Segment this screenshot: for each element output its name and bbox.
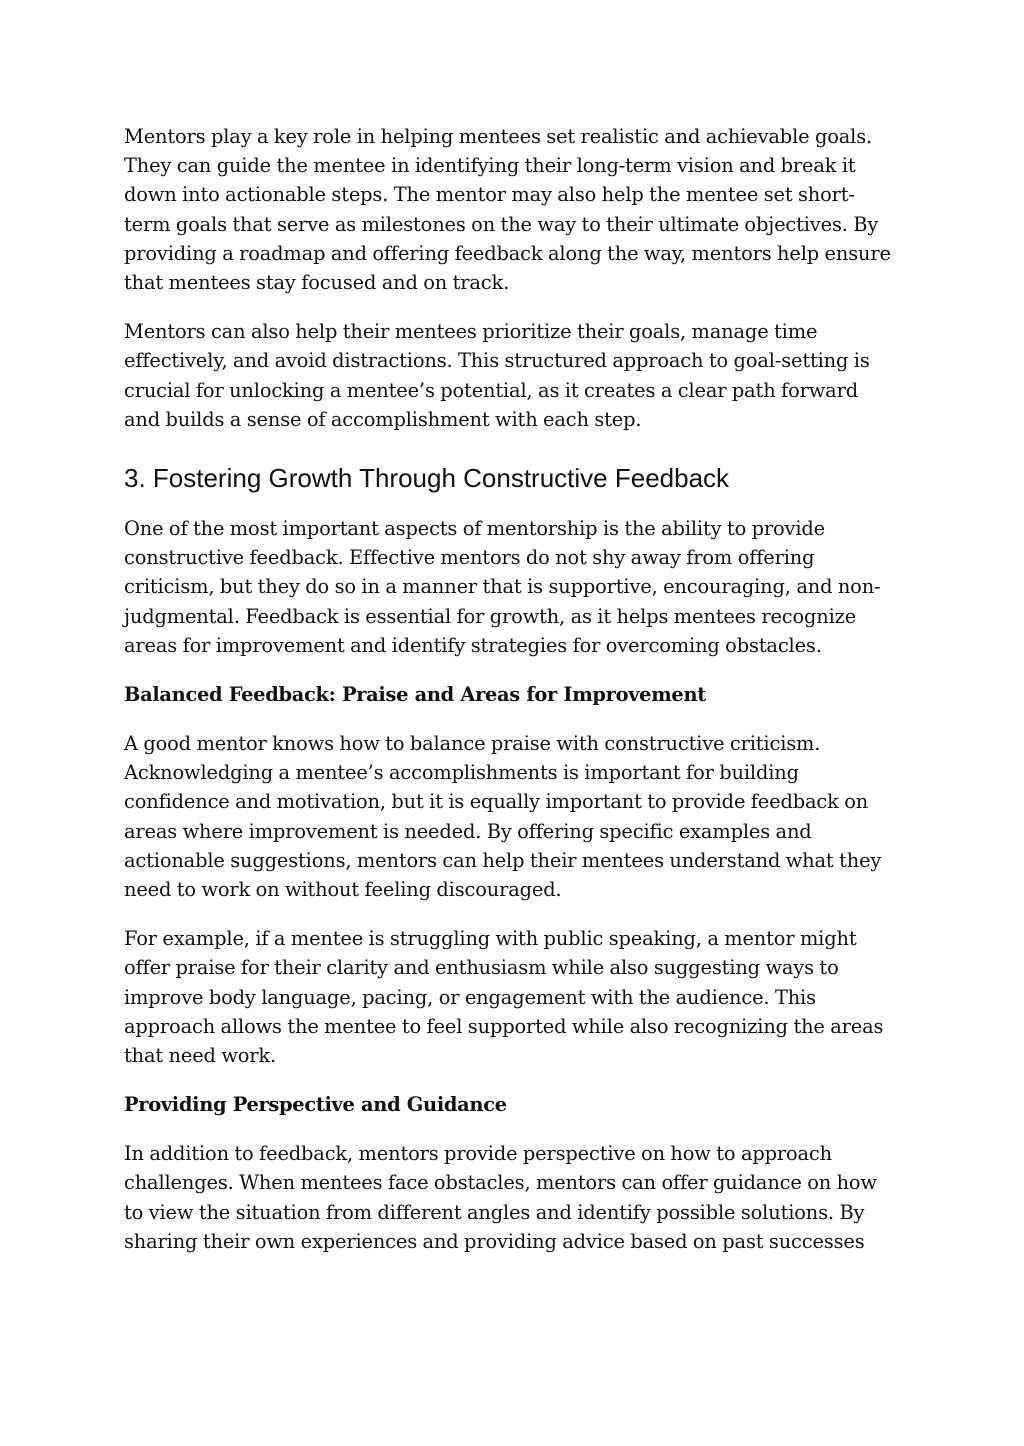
- section-heading: 3. Fostering Growth Through Constructive Feedback: [124, 463, 730, 494]
- paragraph-goal-setting: Mentors play a key role in helping mentees set realistic and achievable goals. They can guide the mentee in identifying their long-term vision and break it down into actionable steps. The mentor may also help the mentee set short-term goals that serve as milestones on the way to their ultimate objectives. By providing a roadmap and offering feedback along the way, mentors help ensure that mentees stay focused and on track.: [124, 125, 891, 295]
- paragraph-prioritize-goals: Mentors can also help their mentees prioritize their goals, manage time effectively, and avoid distractions. This structured approach to goal-setting is crucial for unlocking a mentee’s potential, as it creates a clear path forward and builds a sense of accomplishment with each step.: [124, 320, 870, 431]
- subheading-balanced-feedback: Balanced Feedback: Praise and Areas for Improvement: [124, 683, 706, 707]
- document-page: [124, 122, 894, 1276]
- paragraph-balance-praise: A good mentor knows how to balance praise with constructive criticism. Acknowledging a mentee’s accomplishments is important for building confidence and motivation, but it is equally important to provide feedback on areas where improvement is needed. By offering specific examples and actionable suggestions, mentors can help their mentees understand what they need to work on without feeling discouraged.: [124, 732, 882, 902]
- paragraph-perspective: In addition to feedback, mentors provide perspective on how to approach challenges. When mentees face obstacles, mentors can offer guidance on how to view the situation from different angles and identify possible solutions. By sharing their own experiences and providing advice based on past successes: [124, 1142, 877, 1253]
- paragraph-public-speaking-example: For example, if a mentee is struggling with public speaking, a mentor might offer praise for their clarity and enthusiasm while also suggesting ways to improve body language, pacing, or engagement with the audience. This approach allows the mentee to feel supported while also recognizing the areas that need work.: [124, 927, 884, 1068]
- subheading-perspective-guidance: Providing Perspective and Guidance: [124, 1093, 507, 1117]
- paragraph-constructive-feedback: One of the most important aspects of mentorship is the ability to provide constructive feedback. Effective mentors do not shy away from offering criticism, but they do so in a manner that is supportive, encouraging, and non-judgmental. Feedback is essential for growth, as it helps mentees recognize areas for improvement and identify strategies for overcoming obstacles.: [124, 517, 881, 657]
